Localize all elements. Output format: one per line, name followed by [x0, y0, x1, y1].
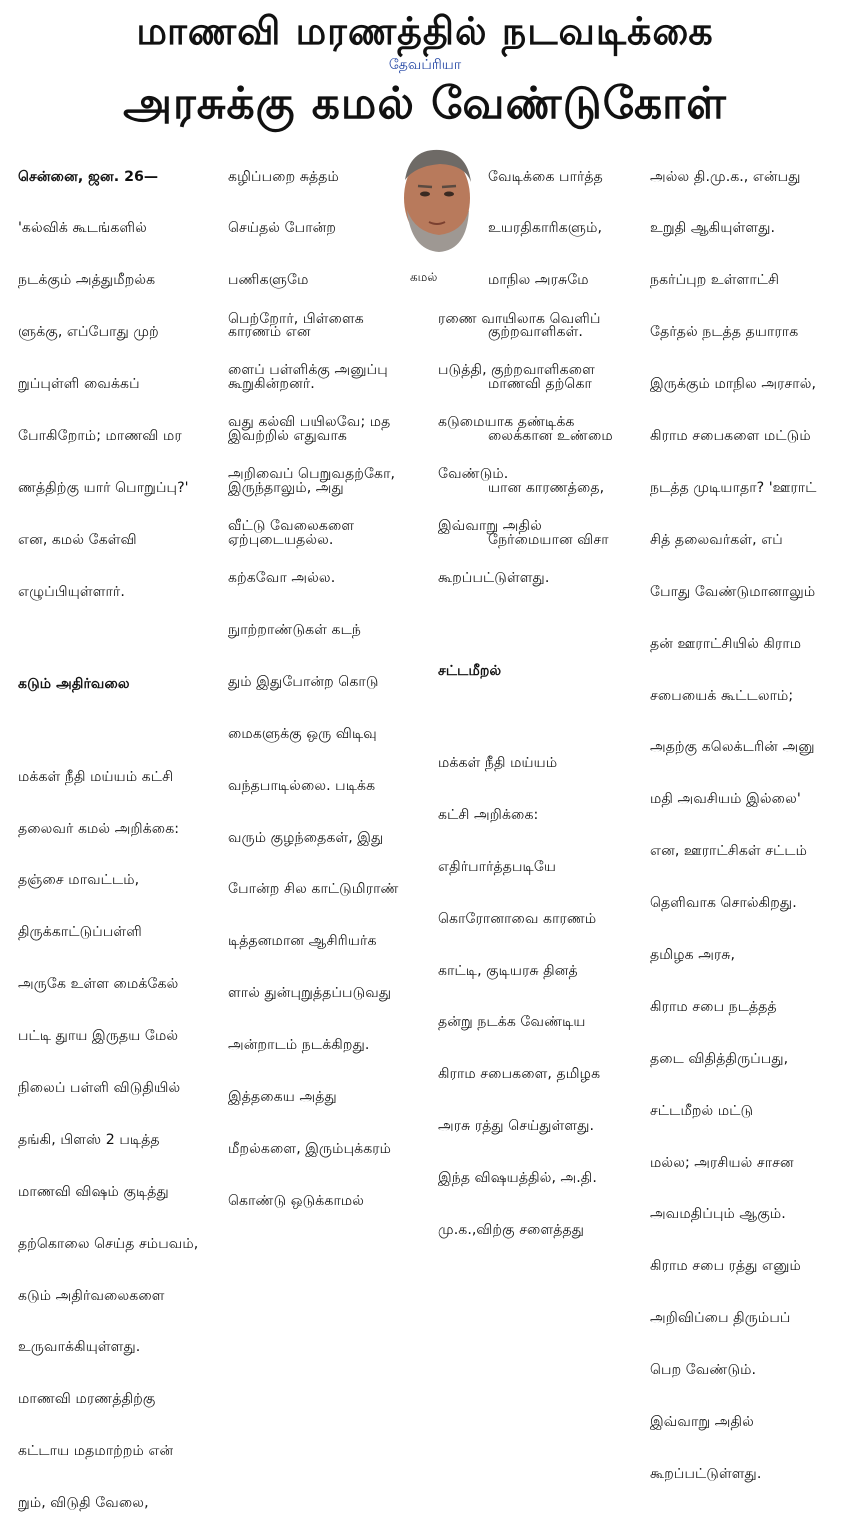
- text-line: தும் இதுபோன்ற கொடு: [228, 673, 379, 690]
- text-line: ளுக்கு, எப்போது முற்: [18, 324, 159, 341]
- text-line: கடுமையாக தண்டிக்க: [438, 414, 575, 431]
- text-line: எழுப்பியுள்ளார்.: [18, 583, 125, 600]
- text-line: சித் தலைவர்கள், எப்: [650, 531, 783, 548]
- text-line: கொண்டு ஒடுக்காமல்: [228, 1192, 365, 1209]
- text-line: போகிறோம்; மாணவி மர: [18, 428, 182, 445]
- text-line: தஞ்சை மாவட்டம்,: [18, 872, 140, 889]
- headline-line-1: மாணவி மரணத்தில் நடவடிக்கை: [136, 9, 714, 53]
- text-line: றும், விடுதி வேலை,: [18, 1495, 149, 1512]
- text-line: கட்சி அறிக்கை:: [438, 806, 539, 823]
- text-line: இவற்றில் எதுவாக: [228, 428, 347, 445]
- text-line: வது கல்வி பயிலவே; மத: [228, 414, 391, 431]
- spacer: [18, 636, 218, 642]
- text-line: மதி அவசியம் இல்லை': [650, 791, 801, 808]
- text-line: என, கமல் கேள்வி: [18, 531, 137, 548]
- text-line: தன் ஊராட்சியில் கிராம: [650, 635, 802, 652]
- subheading: சட்டமீறல்: [438, 662, 502, 679]
- article-column-2: [228, 276, 428, 1209]
- text-line: வந்தபாடில்லை. படிக்க: [228, 777, 376, 794]
- text-line: கிராம சபை நடத்தத்: [650, 998, 777, 1015]
- text-line: கிராம சபை ரத்து எனும்: [650, 1258, 801, 1275]
- text-line: உறுதி ஆகியுள்ளது.: [650, 220, 776, 237]
- text-line: மு.க.,விற்கு சளைத்தது: [438, 1222, 585, 1239]
- text-line: வரும் குழந்தைகள், இது: [228, 829, 384, 846]
- text-line: உருவாக்கியுள்ளது.: [18, 1339, 141, 1356]
- text-line: அவமதிப்பும் ஆகும்.: [650, 1206, 786, 1223]
- text-line: றுப்புள்ளி வைக்கப்: [18, 376, 140, 393]
- text-line: இவ்வாறு அதில்: [438, 518, 542, 535]
- text-line: அறிவிப்பை திரும்பப்: [650, 1310, 791, 1327]
- text-line: தெளிவாக சொல்கிறது.: [650, 895, 797, 912]
- text-line: மாணவி விஷம் குடித்து: [18, 1183, 169, 1200]
- text-line: இத்தகைய அத்து: [228, 1088, 337, 1105]
- text-line: இந்த விஷயத்தில், அ.தி.: [438, 1170, 597, 1187]
- text-line: தடை விதித்திருப்பது,: [650, 1050, 789, 1067]
- photo-caption: கமல்: [410, 270, 438, 284]
- text-line: பெற்றோர், பிள்ளைக: [228, 310, 364, 327]
- text-line: அன்றாடம் நடக்கிறது.: [228, 1037, 370, 1054]
- text-line: அல்ல தி.மு.க., என்பது: [650, 168, 801, 185]
- portrait-image: [385, 140, 485, 260]
- spacer: [18, 728, 218, 734]
- text-line: காட்டி, குடியரசு தினத்: [438, 962, 578, 979]
- text-line: மைகளுக்கு ஒரு விடிவு: [228, 725, 377, 742]
- text-line: கூறுகின்றனர்.: [228, 376, 315, 393]
- text-line: நகர்ப்புற உள்ளாட்சி: [650, 272, 780, 289]
- text-line: ளால் துன்புறுத்தப்படுவது: [228, 985, 392, 1002]
- text-line: உயரதிகாரிகளும்,: [488, 220, 602, 237]
- text-line: திருக்காட்டுப்பள்ளி: [18, 924, 142, 941]
- text-line: போன்ற சில காட்டுமிராண்: [228, 881, 399, 898]
- text-line: சபையைக் கூட்டலாம்;: [650, 687, 794, 704]
- text-line: என, ஊராட்சிகள் சட்டம்: [650, 843, 808, 860]
- text-line: மாணவி மரணத்திற்கு: [18, 1391, 156, 1408]
- text-line: இருந்தாலும், அது: [228, 479, 344, 496]
- text-line: மாணவி தற்கொ: [488, 376, 592, 393]
- text-line: கழிப்பறை சுத்தம்: [228, 168, 339, 185]
- text-line: மக்கள் நீதி மய்யம் கட்சி: [18, 768, 174, 785]
- text-line: நேர்மையான விசா: [488, 531, 609, 548]
- text-line: நுாற்றாண்டுகள் கடந்: [228, 621, 361, 638]
- text-line: அறிவைப் பெறுவதற்கோ,: [228, 466, 396, 483]
- text-line: லைக்கான உண்மை: [488, 428, 613, 445]
- text-line: மக்கள் நீதி மய்யம்: [438, 755, 558, 772]
- text-line: போது வேண்டுமானாலும்: [650, 583, 816, 600]
- text-line: வீட்டு வேலைகளை: [228, 518, 355, 535]
- text-line: கொரோனாவை காரணம்: [438, 910, 597, 927]
- text-line: வேடிக்கை பார்த்த: [488, 168, 603, 185]
- text-line: கூறப்பட்டுள்ளது.: [438, 570, 550, 587]
- text-line: மீறல்களை, இரும்புக்கரம்: [228, 1140, 392, 1157]
- text-line: 'கல்விக் கூடங்களில்: [18, 220, 147, 237]
- portrait-photo: [385, 140, 485, 260]
- dateline: சென்னை, ஜன. 26—: [18, 168, 159, 185]
- text-line: மல்ல; அரசியல் சாசன: [650, 1154, 794, 1171]
- text-line: கிராம சபைகளை மட்டும்: [650, 428, 811, 445]
- text-line: கிராம சபைகளை, தமிழக: [438, 1066, 601, 1083]
- subheading: கடும் அதிர்வலை: [18, 676, 130, 693]
- text-line: காரணம் என: [228, 324, 311, 341]
- text-line: டித்தனமான ஆசிரியர்க: [228, 933, 377, 950]
- text-line: அரசு ரத்து செய்துள்ளது.: [438, 1118, 595, 1135]
- text-line: மாநில அரசுமே: [488, 272, 589, 289]
- text-line: ரணை வாயிலாக வெளிப்: [438, 310, 601, 327]
- text-line: கற்கவோ அல்ல.: [228, 570, 336, 587]
- article-column-1: [18, 134, 218, 1512]
- text-line: அருகே உள்ள மைக்கேல்: [18, 976, 179, 993]
- text-line: கூறப்பட்டுள்ளது.: [650, 1465, 762, 1482]
- text-line: கட்டாய மதமாற்றம் என்: [18, 1443, 174, 1460]
- text-line: தங்கி, பிளஸ் 2 படித்த: [18, 1131, 160, 1148]
- headline-line-2: அரசுக்கு கமல் வேண்டுகோள்: [123, 78, 727, 129]
- text-line: இருக்கும் மாநில அரசால்,: [650, 376, 816, 393]
- spacer: [438, 714, 638, 720]
- spacer: [438, 622, 638, 628]
- text-line: படுத்தி, குற்றவாளிகளை: [438, 362, 595, 379]
- text-line: தேர்தல் நடத்த தயாராக: [650, 324, 799, 341]
- text-line: எதிர்பார்த்தபடியே: [438, 858, 557, 875]
- text-line: தமிழக அரசு,: [650, 946, 736, 963]
- text-line: நிலைப் பள்ளி விடுதியில்: [18, 1080, 181, 1097]
- text-line: பணிகளுமே: [228, 272, 309, 289]
- text-line: தலைவர் கமல் அறிக்கை:: [18, 820, 180, 837]
- text-line: நடத்த முடியாதா? 'ஊராட்: [650, 479, 817, 496]
- text-line: செய்தல் போன்ற: [228, 220, 337, 237]
- text-line: இவ்வாறு அதில்: [650, 1413, 754, 1430]
- text-line: ளைப் பள்ளிக்கு அனுப்பு: [228, 362, 388, 379]
- text-line: கடும் அதிர்வலைகளை: [18, 1287, 165, 1304]
- article-column-3: [438, 276, 638, 1239]
- text-line: வேண்டும்.: [438, 466, 509, 483]
- text-line: பட்டி துாய இருதய மேல்: [18, 1028, 179, 1045]
- text-line: நடக்கும் அத்துமீறல்க: [18, 272, 156, 289]
- text-line: சட்டமீறல் மட்டு: [650, 1102, 754, 1119]
- text-line: தற்கொலை செய்த சம்பவம்,: [18, 1235, 199, 1252]
- text-line: ணத்திற்கு யார் பொறுப்பு?': [18, 479, 189, 496]
- text-line: தன்று நடக்க வேண்டிய: [438, 1014, 586, 1031]
- text-line: ஏற்புடையதல்ல.: [228, 531, 334, 548]
- text-line: குற்றவாளிகள்.: [488, 324, 583, 341]
- article-column-4: [650, 134, 850, 1482]
- byline: தேவப்ரியா: [388, 57, 462, 73]
- text-line: யான காரணத்தை,: [488, 479, 605, 496]
- text-line: அதற்கு கலெக்டரின் அனு: [650, 739, 815, 756]
- text-line: பெற வேண்டும்.: [650, 1362, 757, 1379]
